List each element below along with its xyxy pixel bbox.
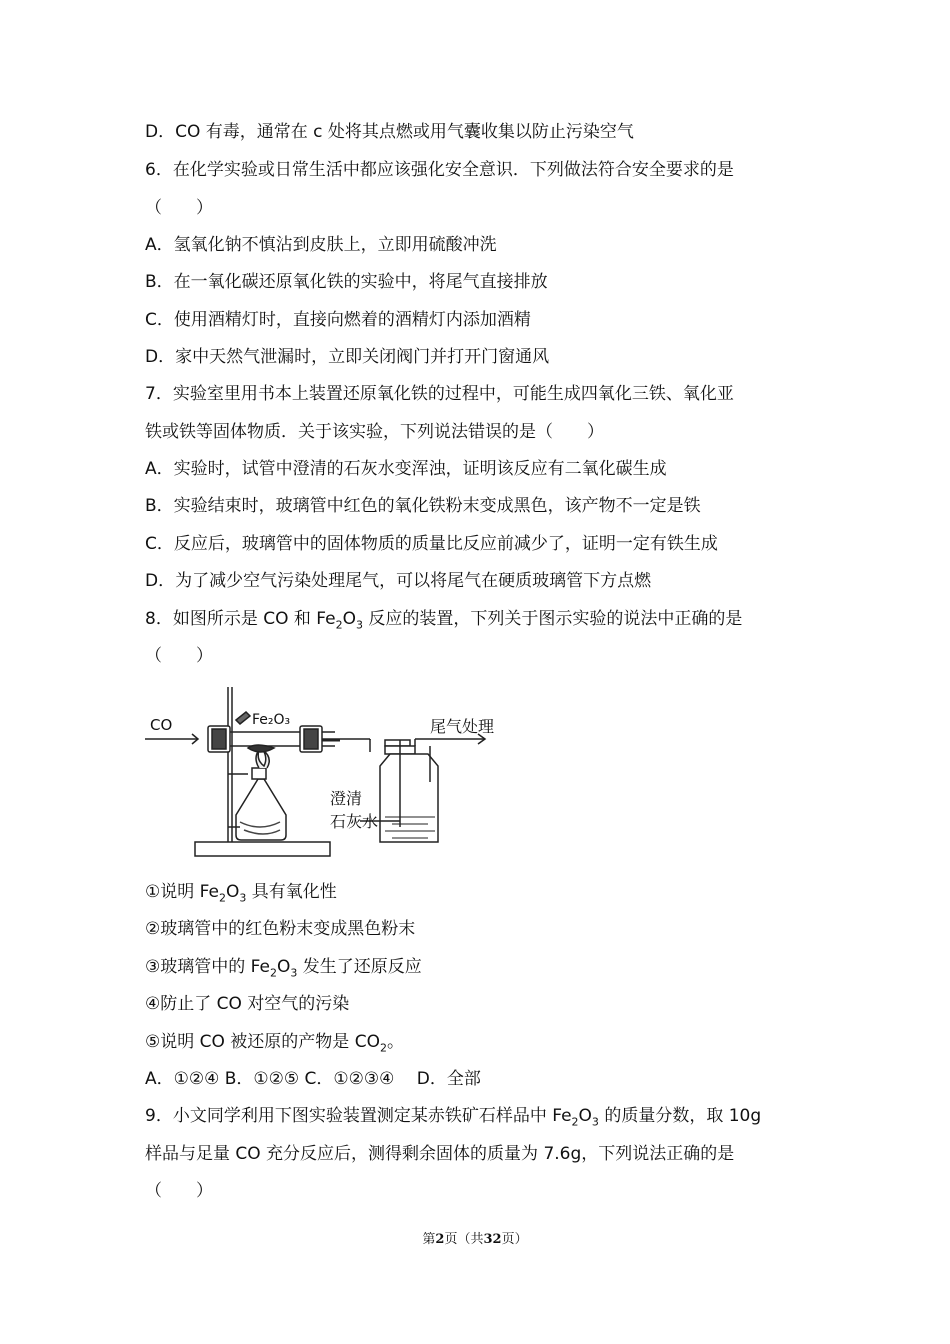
- q8-stem: 8．如图所示是 CO 和 $Fe_2O_3$ 反应的装置，下列关于图示实验的说法中正确的是: [145, 609, 743, 632]
- q8-statement-1: ①说明 $Fe_2O_3$ 具有氧化性: [145, 882, 337, 905]
- q6-stem: 6．在化学实验或日常生活中都应该强化安全意识．下列做法符合安全要求的是: [145, 160, 734, 180]
- q6-b: B．在一氧化碳还原氧化铁的实验中，将尾气直接排放: [145, 272, 548, 292]
- q7-stem2: 铁或铁等固体物质．关于该实验，下列说法错误的是（ ）: [145, 422, 604, 442]
- q5-d: D．CO 有毒，通常在 c 处将其点燃或用气囊收集以防止污染空气: [145, 122, 634, 142]
- q8-s4: ④防止了 CO 对空气的污染: [145, 994, 350, 1014]
- q6-a: A．氢氧化钠不慎沾到皮肤上，立即用硫酸冲洗: [145, 235, 497, 255]
- q9-paren: （ ）: [145, 1181, 213, 1201]
- q9-stem-line2: 样品与足量 CO 充分反应后，测得剩余固体的质量为 7.6g，下列说法正确的是: [145, 1144, 735, 1164]
- q6-paren: （ ）: [145, 198, 213, 218]
- q8-paren: （ ）: [145, 646, 213, 666]
- limewater-label-line1: 澄清: [330, 789, 363, 808]
- q9-stem: 9．小文同学利用下图实验装置测定某赤铁矿石样品中 $Fe_2O_3$ 的质量分数，取 10g: [145, 1106, 762, 1129]
- tail-gas-label: 尾气处理: [430, 717, 495, 736]
- co-fe2o3-apparatus-figure: [140, 682, 510, 867]
- q8-statement-5: ⑤说明 CO 被还原的产物是 $CO_2$。: [145, 1032, 404, 1055]
- co-label: CO: [150, 716, 173, 734]
- q7-c: C．反应后，玻璃管中的固体物质的质量比反应前减少了，证明一定有铁生成: [145, 534, 718, 554]
- q8-statement-3: ③玻璃管中的 $Fe_2O_3$ 发生了还原反应: [145, 957, 422, 980]
- q7-stem: 7．实验室里用书本上装置还原氧化铁的过程中，可能生成四氧化三铁、氧化亚: [145, 384, 734, 404]
- fe2o3-label: Fe₂O₃: [252, 712, 291, 728]
- q6-c: C．使用酒精灯时，直接向燃着的酒精灯内添加酒精: [145, 310, 531, 330]
- q7-a: A．实验时，试管中澄清的石灰水变浑浊，证明该反应有二氧化碳生成: [145, 459, 667, 479]
- q8-statement-2: ②玻璃管中的红色粉末变成黑色粉末: [145, 919, 416, 939]
- q6-d: D．家中天然气泄漏时，立即关闭阀门并打开门窗通风: [145, 347, 550, 367]
- q7-d: D．为了减少空气污染处理尾气，可以将尾气在硬质玻璃管下方点燃: [145, 571, 652, 591]
- page-footer: 第2页（共32页）: [422, 1232, 528, 1247]
- q7-b: B．实验结束时，玻璃管中红色的氧化铁粉末变成黑色，该产物不一定是铁: [145, 496, 701, 516]
- q8-opts: A．①②④ B．①②⑤ C．①②③④ D．全部: [145, 1069, 481, 1089]
- limewater-label-line2: 石灰水: [330, 812, 379, 831]
